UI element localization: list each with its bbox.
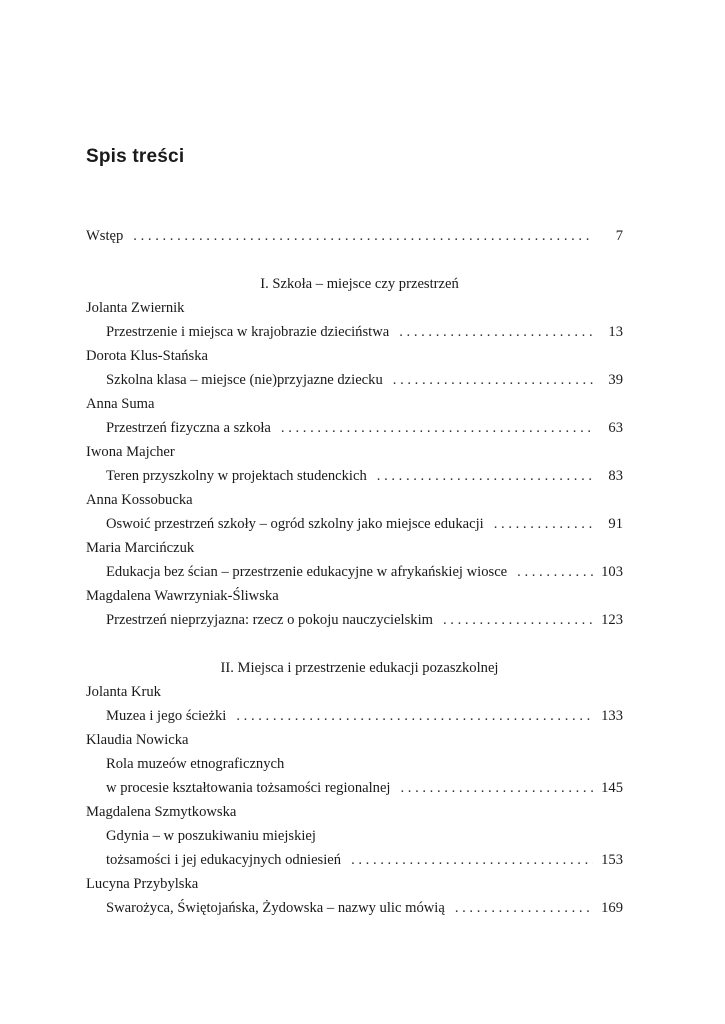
toc-page-number: 7 [615,228,623,244]
dot-leader [351,848,593,872]
toc-entry[interactable] [86,392,623,440]
toc-entry-author: Maria Marcińczuk [86,540,195,556]
toc-entry[interactable] [86,536,623,584]
toc-section [86,632,623,920]
toc-page-number: 153 [601,852,623,868]
toc-page-number: 91 [608,516,623,532]
dot-leader [377,464,593,488]
toc-sections [86,272,623,920]
toc-entry[interactable] [86,872,623,920]
toc-page-number: 133 [601,708,623,724]
toc-entry-author: Magdalena Wawrzyniak-Śliwska [86,588,279,604]
dot-leader [236,704,593,728]
toc-entry-title: Wstęp [86,228,124,244]
toc-entry-title: Przestrzeń nieprzyjazna: rzecz o pokoju nauczycielskim [106,612,433,628]
toc-entry-author: Anna Kossobucka [86,492,193,508]
dot-leader [443,608,593,632]
toc-entry[interactable] [86,800,623,872]
toc-section [86,272,623,632]
dot-leader [133,224,593,248]
toc-page-number: 39 [608,372,623,388]
page-title: Spis treści [86,146,185,167]
toc-page-number: 63 [608,420,623,436]
toc-entry[interactable] [86,728,623,800]
toc-page-number: 83 [608,468,623,484]
table-of-contents [86,224,623,920]
toc-page-number: 123 [601,612,623,628]
toc-intro-entry[interactable] [86,224,623,248]
dot-leader [281,416,593,440]
toc-page-number: 169 [601,900,623,916]
toc-page-number: 13 [608,324,623,340]
dot-leader [400,776,593,800]
toc-entry-author: Dorota Klus-Stańska [86,348,209,364]
toc-entry-title: tożsamości i jej edukacyjnych odniesień [106,852,342,868]
toc-entry-title: Szkolna klasa – miejsce (nie)przyjazne dziecku [106,372,383,388]
toc-entry[interactable] [86,680,623,728]
dot-leader [517,560,593,584]
section-heading: I. Szkoła – miejsce czy przestrzeń [260,276,459,292]
dot-leader [494,512,593,536]
toc-entry-title: Muzea i jego ścieżki [106,708,227,724]
toc-entry-title: Oswoić przestrzeń szkoły – ogród szkolny jako miejsce edukacji [106,516,484,532]
toc-entry-title: Rola muzeów etnograficznych [106,756,285,772]
toc-entry-author: Jolanta Zwiernik [86,300,185,316]
toc-page-number: 145 [601,780,623,796]
toc-entry-title: Przestrzeń fizyczna a szkoła [106,420,271,436]
dot-leader [399,320,593,344]
toc-entry[interactable] [86,440,623,488]
toc-entry-author: Iwona Majcher [86,444,175,460]
toc-entry[interactable] [86,296,623,344]
toc-entry-author: Klaudia Nowicka [86,732,189,748]
toc-entry-author: Anna Suma [86,396,155,412]
toc-entry-title: w procesie kształtowania tożsamości regionalnej [106,780,391,796]
toc-entry-author: Lucyna Przybylska [86,876,199,892]
toc-entry[interactable] [86,488,623,536]
dot-leader [393,368,593,392]
toc-entry-title: Przestrzenie i miejsca w krajobrazie dzieciństwa [106,324,390,340]
toc-entry-title: Teren przyszkolny w projektach studenckich [106,468,367,484]
toc-entry[interactable] [86,344,623,392]
toc-entry-author: Magdalena Szmytkowska [86,804,237,820]
toc-entry-title: Gdynia – w poszukiwaniu miejskiej [106,828,316,844]
section-heading: II. Miejsca i przestrzenie edukacji pozaszkolnej [220,660,499,676]
toc-entry[interactable] [86,584,623,632]
toc-entry-title: Swarożyca, Świętojańska, Żydowska – nazwy ulic mówią [106,900,445,916]
toc-entry-title: Edukacja bez ścian – przestrzenie edukacyjne w afrykańskiej wiosce [106,564,508,580]
toc-page-number: 103 [601,564,623,580]
toc-entry-author: Jolanta Kruk [86,684,161,700]
dot-leader [455,896,593,920]
